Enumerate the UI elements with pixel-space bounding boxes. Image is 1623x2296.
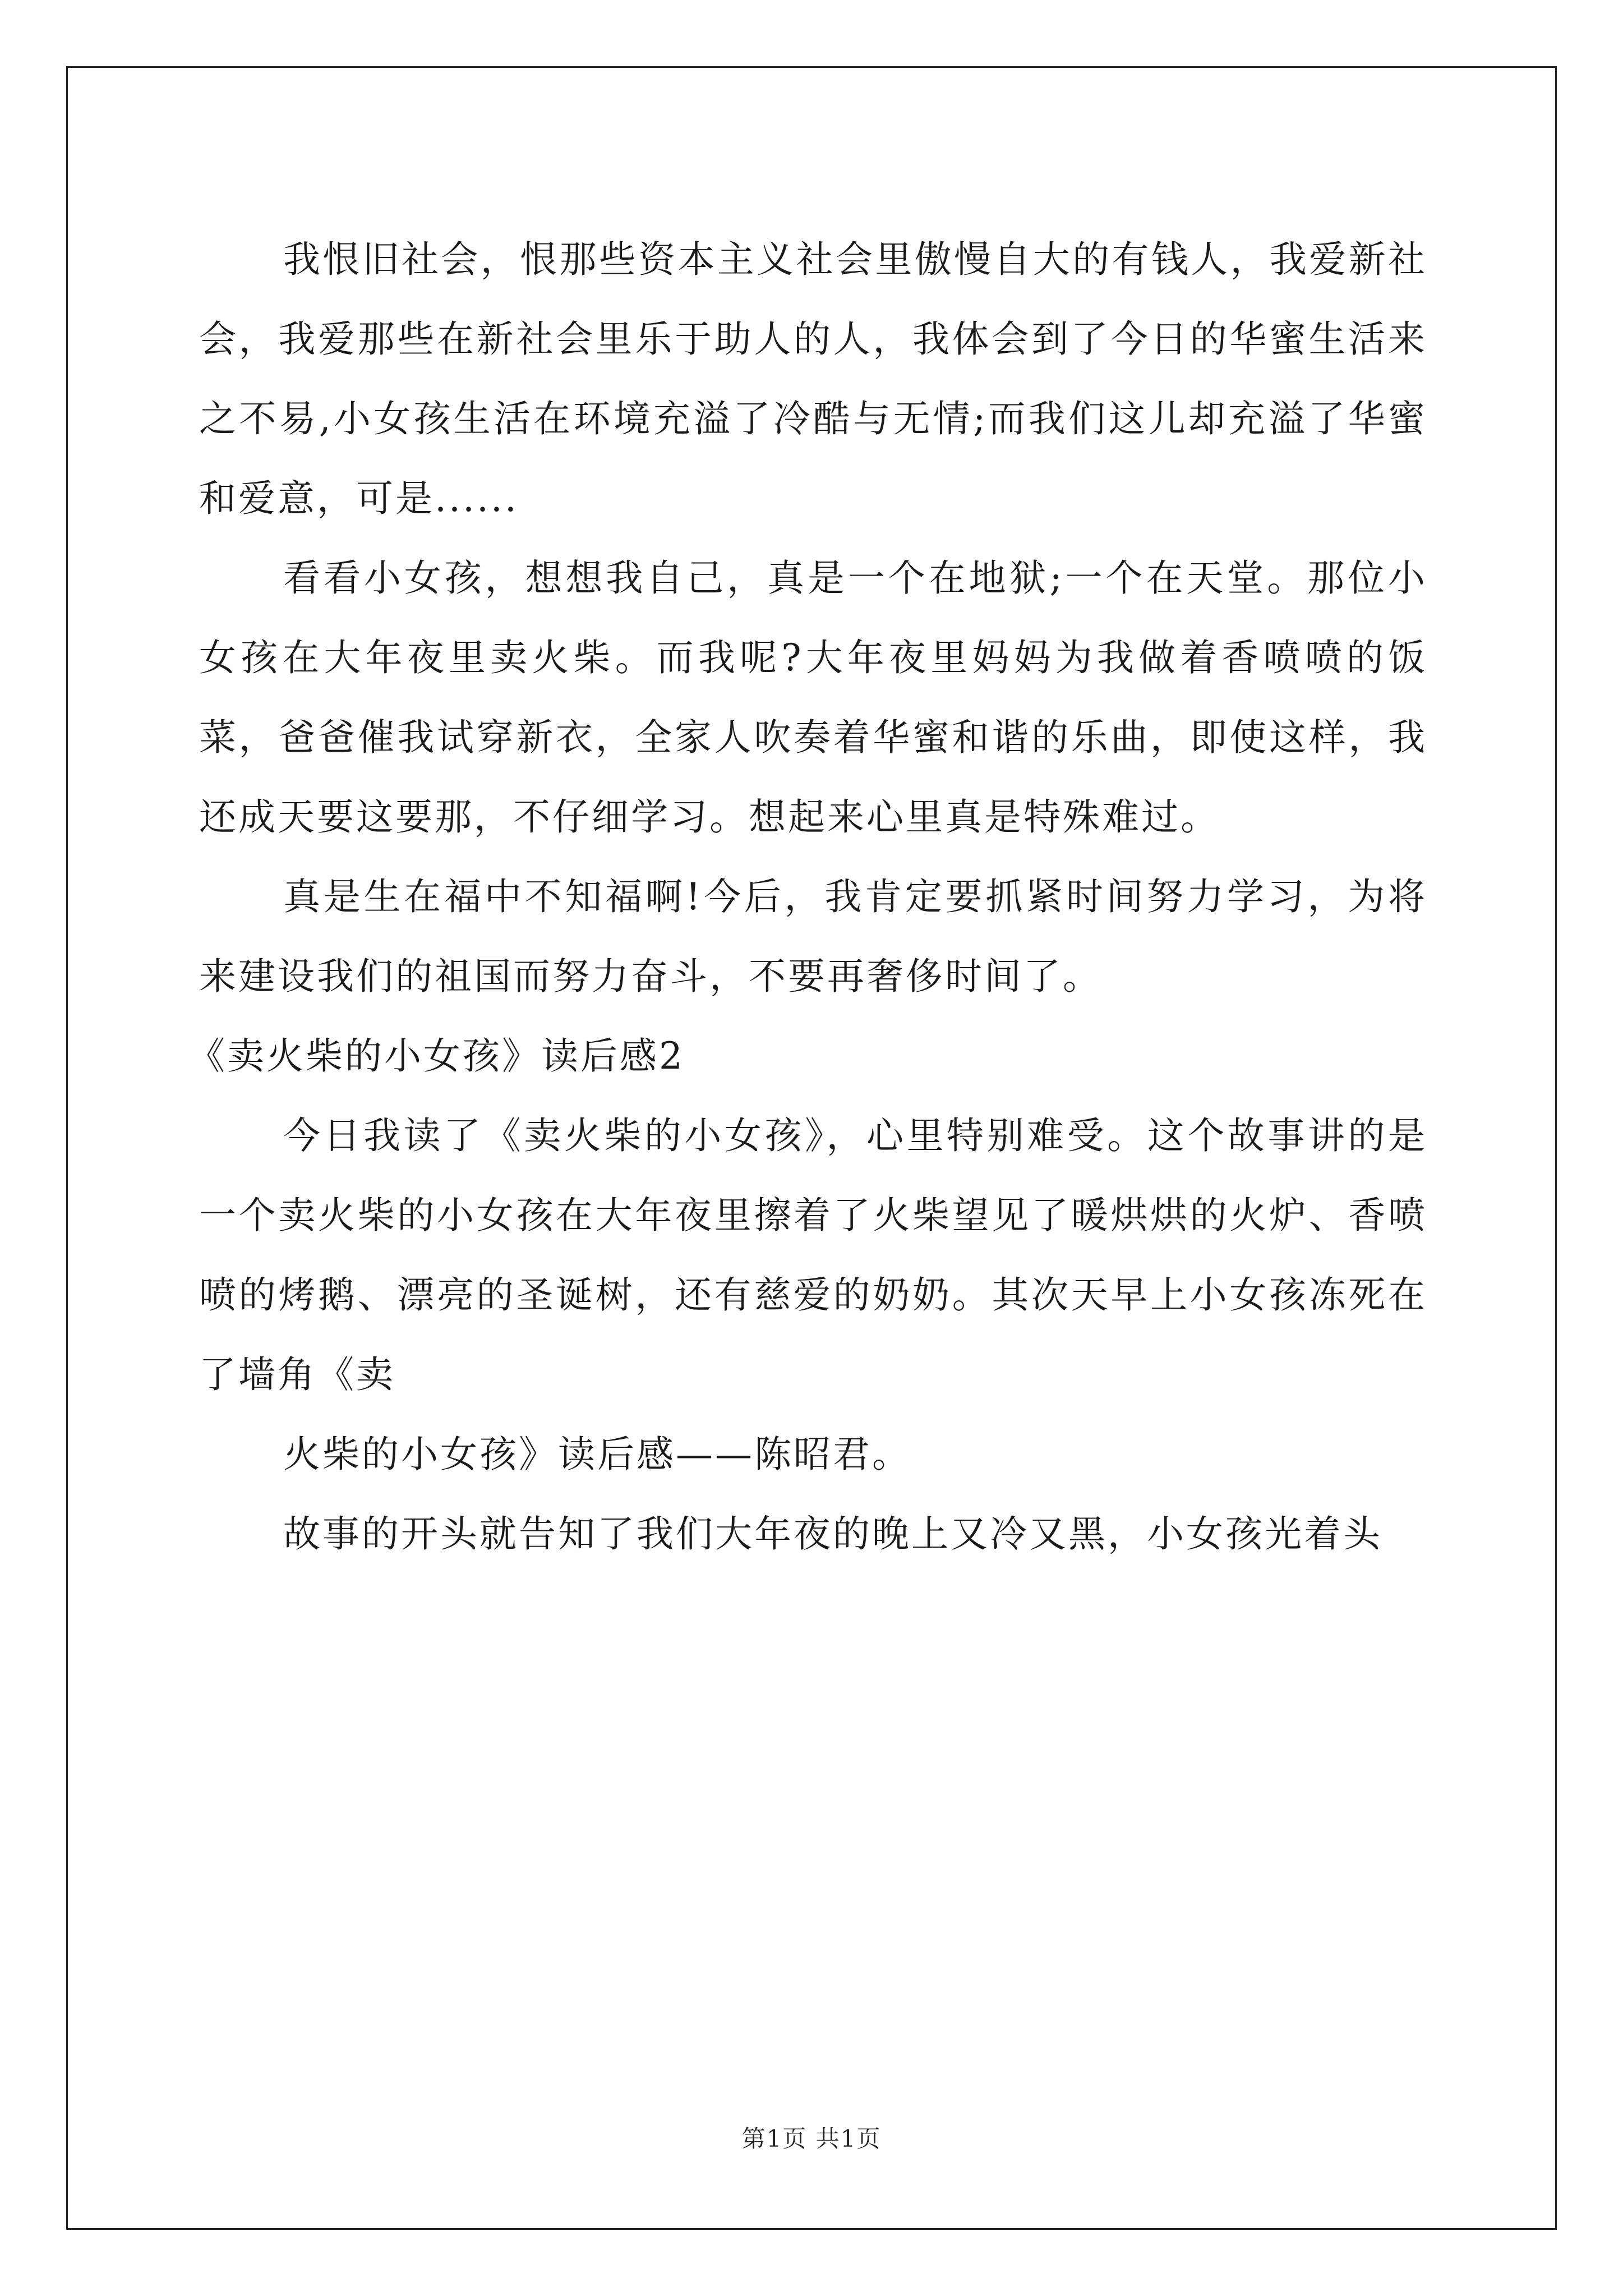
page-footer: 第1页 共1页 <box>741 2125 882 2152</box>
paragraph-3: 真是生在福中不知福啊!今后，我肯定要抓紧时间努力学习，为将来建设我们的祖国而努力奋斗，不要再奢侈时间了。 <box>199 875 1427 998</box>
paragraph-5: 火柴的小女孩》读后感——陈昭君。 <box>283 1433 911 1476</box>
paragraph-2: 看看小女孩，想想我自己，真是一个在地狱;一个在天堂。那位小女孩在大年夜里卖火柴。而我呢?大年夜里妈妈为我做着香喷喷的饭菜，爸爸催我试穿新衣，全家人吹奏着华蜜和谐的乐曲，即使这样，我还成天要这要那，不仔细学习。想起来心里真是特殊难过。 <box>199 556 1427 839</box>
paragraph-1: 我恨旧社会，恨那些资本主义社会里傲慢自大的有钱人，我爱新社会，我爱那些在新社会里乐于助人的人，我体会到了今日的华蜜生活来之不易,小女孩生活在环境充溢了冷酷与无情;而我们这儿却充溢了华蜜和爱意，可是...... <box>199 238 1427 520</box>
document-body <box>188 220 1427 1574</box>
section-heading: 《卖火柴的小女孩》读后感2 <box>188 1034 685 1078</box>
paragraph-4: 今日我读了《卖火柴的小女孩》，心里特别难受。这个故事讲的是一个卖火柴的小女孩在大年夜里擦着了火柴望见了暖烘烘的火炉、香喷喷的烤鹅、漂亮的圣诞树，还有慈爱的奶奶。其次天早上小女孩冻死在了墙角《卖 <box>199 1114 1427 1396</box>
paragraph-6: 故事的开头就告知了我们大年夜的晚上又冷又黑，小女孩光着头 <box>283 1512 1382 1556</box>
